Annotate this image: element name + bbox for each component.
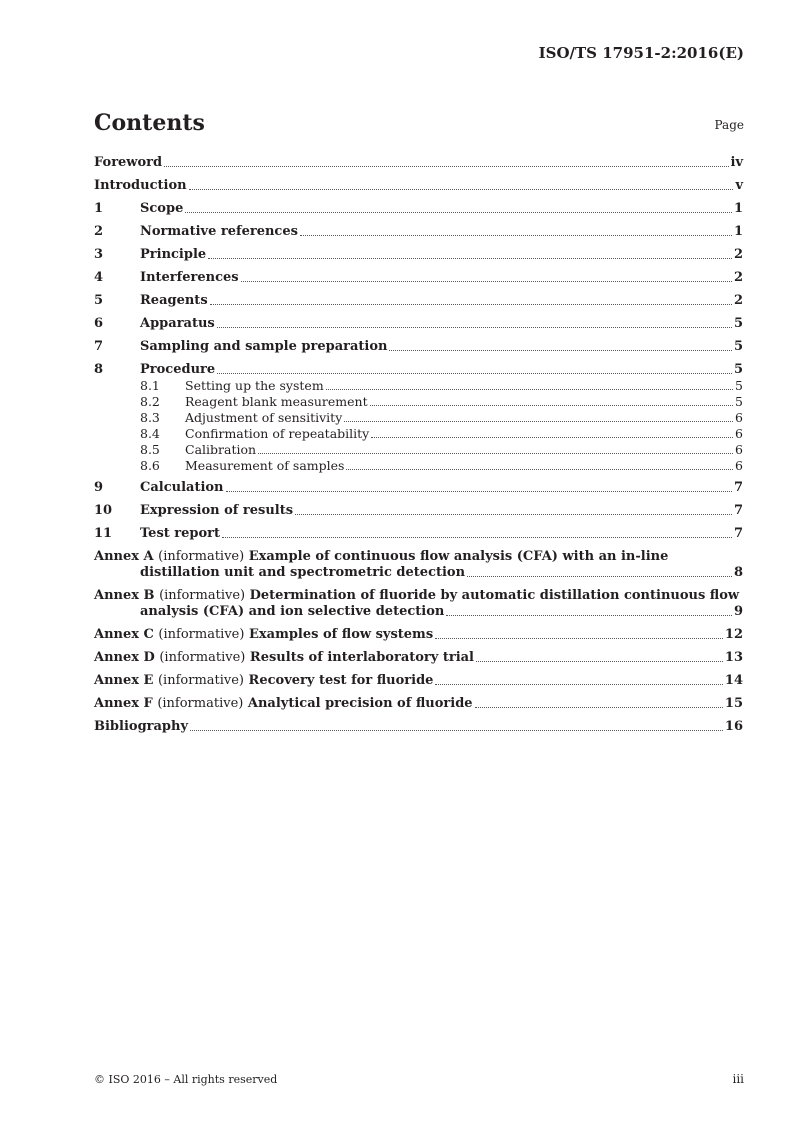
leader-dots [371, 437, 733, 438]
annex-line [94, 673, 743, 689]
toc-entry-number: 3 [94, 247, 104, 262]
toc-subentry[interactable] [94, 426, 743, 442]
annex-line [94, 650, 743, 666]
toc-subentry-title: Measurement of samples [185, 458, 345, 473]
toc-entry-number: 8 [94, 362, 104, 377]
toc-entry-title: Test report [140, 526, 221, 541]
toc-subentry-page: 5 [735, 378, 743, 393]
toc-subentry-page: 5 [735, 394, 743, 409]
annex-label: Annex E [94, 673, 154, 688]
toc-entry-title: Procedure [140, 362, 216, 377]
toc-entry-number: 4 [94, 270, 104, 285]
toc-subentry[interactable] [94, 394, 743, 410]
toc-entry-page: iv [730, 155, 743, 170]
annex-title: Results of interlaboratory trial [249, 650, 474, 665]
toc-entry-principle[interactable] [94, 247, 743, 263]
toc-group-procedure [94, 362, 743, 474]
toc-entry-page: 7 [733, 480, 743, 495]
toc-entry-annex-e[interactable] [94, 673, 743, 689]
annex-title-line-1: Determination of fluoride by automatic distillation continuous flow [249, 588, 740, 603]
annex-page: 9 [733, 604, 743, 619]
toc-subentry-number: 8.5 [140, 442, 160, 457]
toc-entry-procedure[interactable] [94, 362, 743, 378]
toc-subentry-page: 6 [735, 426, 743, 441]
toc-entry-number: 7 [94, 339, 104, 354]
annex-line-1 [94, 549, 743, 565]
annex-title-line-1: Example of continuous flow analysis (CFA) with an in-line [248, 549, 669, 564]
leader-dots [326, 389, 733, 390]
annex-type: (informative) [157, 696, 244, 711]
toc-subentry-number: 8.2 [140, 394, 160, 409]
toc-entry-number: 2 [94, 224, 104, 239]
toc-subentry-title: Calibration [185, 442, 257, 457]
leader-dots [467, 576, 732, 577]
toc-entry-foreword[interactable] [94, 155, 743, 171]
leader-dots [295, 514, 732, 515]
toc-entry-page: 5 [733, 362, 743, 377]
annex-title: Recovery test for fluoride [248, 673, 434, 688]
toc-entry-scope[interactable] [94, 201, 743, 217]
toc-entry-interferences[interactable] [94, 270, 743, 286]
toc-subentry[interactable] [94, 458, 743, 474]
page-title: Contents [94, 110, 205, 136]
toc-entry-normative-references[interactable] [94, 224, 743, 240]
toc-subentry-page: 6 [735, 410, 743, 425]
annex-line-2 [94, 565, 743, 581]
leader-dots [300, 235, 732, 236]
toc-entry-introduction[interactable] [94, 178, 743, 194]
toc-entry-expression-of-results[interactable] [94, 503, 743, 519]
annex-line [94, 696, 743, 712]
annex-line-2 [94, 604, 743, 620]
toc-entry-calculation[interactable] [94, 480, 743, 496]
page-column-label: Page [714, 118, 744, 132]
toc-entry-reagents[interactable] [94, 293, 743, 309]
leader-dots [164, 166, 728, 167]
leader-dots [185, 212, 732, 213]
leader-dots [217, 327, 732, 328]
leader-dots [389, 350, 731, 351]
annex-type: (informative) [158, 549, 245, 564]
toc-subentry-page: 6 [735, 458, 743, 473]
annex-line [94, 627, 743, 643]
leader-dots [226, 491, 732, 492]
toc-entry-title: Introduction [94, 178, 187, 193]
toc-subentry-title: Adjustment of sensitivity [185, 410, 343, 425]
toc-entry-annex-c[interactable] [94, 627, 743, 643]
leader-dots [217, 373, 732, 374]
leader-dots [344, 421, 733, 422]
leader-dots [446, 615, 732, 616]
annex-label: Annex F [94, 696, 153, 711]
toc-entry-page: 7 [733, 503, 743, 518]
toc-entry-number: 11 [94, 526, 113, 541]
annex-page: 13 [724, 650, 743, 665]
toc-subentry-title: Reagent blank measurement [185, 394, 368, 409]
toc-entry-annex-a[interactable] [94, 549, 743, 581]
annex-title-line-2: analysis (CFA) and ion selective detection [140, 604, 445, 619]
toc-entry-number: 5 [94, 293, 104, 308]
leader-dots [241, 281, 732, 282]
toc-entry-annex-b[interactable] [94, 588, 743, 620]
toc-entry-sampling[interactable] [94, 339, 743, 355]
annex-page: 15 [724, 696, 743, 711]
toc-entry-page: 2 [733, 247, 743, 262]
toc-entry-title: Normative references [140, 224, 298, 239]
toc-subentry-page: 6 [735, 442, 743, 457]
toc-entry-title: Expression of results [140, 503, 294, 518]
toc-entry-title: Calculation [140, 480, 224, 495]
leader-dots [476, 661, 723, 662]
toc-entry-page: 1 [733, 201, 743, 216]
toc-subentry[interactable] [94, 378, 743, 394]
annex-title-line-2: distillation unit and spectrometric detection [140, 565, 466, 580]
toc-entry-test-report[interactable] [94, 526, 743, 542]
leader-dots [435, 684, 722, 685]
toc-entry-annex-f[interactable] [94, 696, 743, 712]
toc-entry-page: 2 [733, 270, 743, 285]
toc-subentry-number: 8.3 [140, 410, 160, 425]
annex-label: Annex A [94, 549, 154, 564]
annex-page: 8 [733, 565, 743, 580]
annex-title: Analytical precision of fluoride [247, 696, 473, 711]
toc-entry-title: Principle [140, 247, 207, 262]
toc-entry-page: 2 [733, 293, 743, 308]
annex-type: (informative) [159, 588, 246, 603]
toc-entry-annex-d[interactable] [94, 650, 743, 666]
toc-entry-page: 16 [724, 719, 743, 734]
toc-entry-number: 10 [94, 503, 113, 518]
toc-entry-number: 1 [94, 201, 104, 216]
leader-dots [370, 405, 733, 406]
toc-entry-title: Sampling and sample preparation [140, 339, 388, 354]
copyright-notice: © ISO 2016 – All rights reserved [94, 1073, 278, 1086]
toc-entry-page: 5 [733, 339, 743, 354]
annex-type: (informative) [159, 650, 246, 665]
annex-label: Annex D [94, 650, 155, 665]
leader-dots [222, 537, 732, 538]
toc-subentry-title: Setting up the system [185, 378, 324, 393]
annex-title: Examples of flow systems [248, 627, 434, 642]
leader-dots [475, 707, 723, 708]
toc-entry-title: Bibliography [94, 719, 189, 734]
toc-entry-title: Interferences [140, 270, 239, 285]
toc-entry-number: 9 [94, 480, 104, 495]
toc-entry-page: 1 [733, 224, 743, 239]
toc-entry-title: Foreword [94, 155, 163, 170]
toc-entry-page: 5 [733, 316, 743, 331]
toc-entry-page: 7 [733, 526, 743, 541]
toc-subentry-number: 8.6 [140, 458, 160, 473]
leader-dots [190, 730, 723, 731]
annex-type: (informative) [158, 627, 245, 642]
toc-subentry[interactable] [94, 410, 743, 426]
toc-entry-apparatus[interactable] [94, 316, 743, 332]
annex-page: 12 [724, 627, 743, 642]
leader-dots [346, 469, 733, 470]
annex-page: 14 [724, 673, 743, 688]
leader-dots [208, 258, 732, 259]
toc-subentry-number: 8.4 [140, 426, 160, 441]
annex-type: (informative) [157, 673, 245, 688]
annex-label: Annex B [94, 588, 155, 603]
toc-entry-page: v [735, 178, 743, 193]
page-number: iii [732, 1072, 744, 1086]
leader-dots [210, 304, 732, 305]
document-id: ISO/TS 17951-2:2016(E) [538, 44, 744, 62]
annex-line-1 [94, 588, 743, 604]
toc-entry-number: 6 [94, 316, 104, 331]
leader-dots [435, 638, 723, 639]
toc-entry-title: Apparatus [140, 316, 215, 331]
toc-subentry[interactable] [94, 442, 743, 458]
leader-dots [189, 189, 734, 190]
toc-entry-bibliography[interactable] [94, 719, 743, 735]
toc-entry-title: Reagents [140, 293, 208, 308]
toc-entry-title: Scope [140, 201, 184, 216]
toc-subentry-title: Confirmation of repeatability [185, 426, 370, 441]
table-of-contents [94, 155, 743, 742]
toc-subentry-number: 8.1 [140, 378, 160, 393]
annex-label: Annex C [94, 627, 154, 642]
leader-dots [258, 453, 733, 454]
